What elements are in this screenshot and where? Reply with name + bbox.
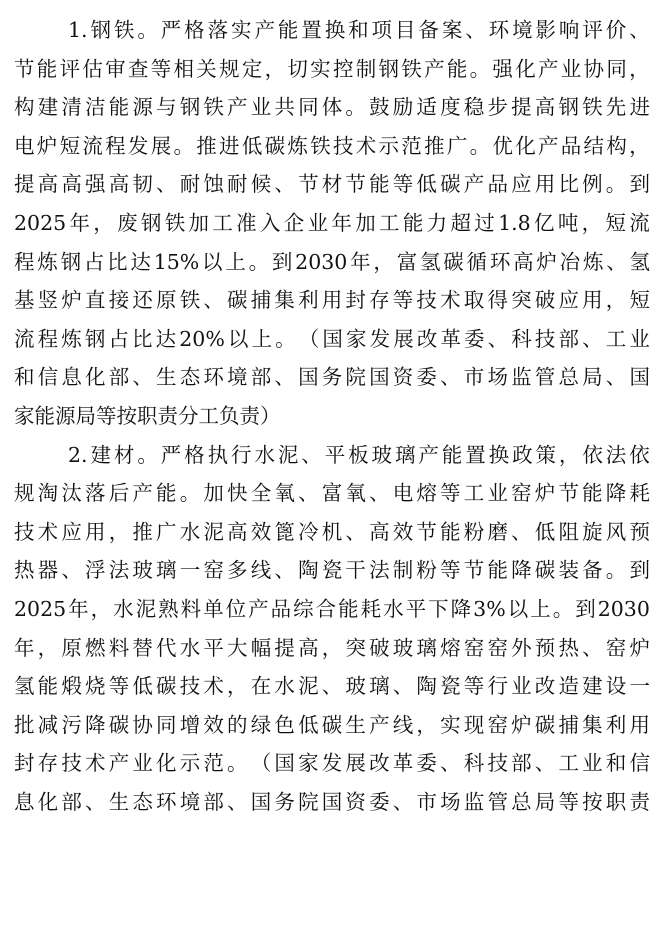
text-line: 1. 钢 铁 。 严 格 落 实 产 能 置 换 和 项 目 备 案 、 环 境 影 响 评 价 、 [68,18,650,42]
text-line: 程 炼 钢 占 比 达 15% 以 上 。 到 2030 年 ， 富 氢 碳 循 环 高 炉 冶 炼 、 氢 [14,249,650,274]
text-line: 息 化 部 、 生 态 环 境 部 、 国 务 院 国 资 委 、 市 场 监 管 总 局 等 按 职 责 [14,789,650,814]
text-line: 2025 年 ， 水 泥 熟 料 单 位 产 品 综 合 能 耗 水 平 下 降 3% 以 上 。 到 2030 [14,596,650,621]
paragraph-building-materials [14,436,650,822]
text-line: 基 竖 炉 直 接 还 原 铁 、 碳 捕 集 利 用 封 存 等 技 术 取 得 突 破 应 用 ， 短 [14,288,650,313]
text-line: 批 减 污 降 碳 协 同 增 效 的 绿 色 低 碳 生 产 线 ， 实 现 窑 炉 碳 捕 集 利 用 [14,712,650,737]
text-line: 流 程 炼 钢 占 比 达 20% 以 上 。 （ 国 家 发 展 改 革 委 、 科 技 部 、 工 业 [14,326,650,351]
text-line: 封 存 技 术 产 业 化 示 范 。 （ 国 家 发 展 改 革 委 、 科 技 部 、 工 业 和 信 [14,751,650,776]
text-line: 氢 能 煅 烧 等 低 碳 技 术 ， 在 水 泥 、 玻 璃 、 陶 瓷 等 行 业 改 造 建 设 一 [14,674,650,699]
text-line: 热 器 、 浮 法 玻 璃 一 窑 多 线 、 陶 瓷 干 法 制 粉 等 节 能 降 碳 装 备 。 到 [14,558,650,583]
text-line: 提 高 高 强 高 韧 、 耐 蚀 耐 候 、 节 材 节 能 等 低 碳 产 品 应 用 比 例 。 到 [14,172,650,197]
text-line: 技 术 应 用 ， 推 广 水 泥 高 效 篦 冷 机 、 高 效 节 能 粉 磨 、 低 阻 旋 风 预 [14,519,650,544]
text-line: 构 建 清 洁 能 源 与 钢 铁 产 业 共 同 体 。 鼓 励 适 度 稳 步 提 高 钢 铁 先 进 [14,95,650,120]
text-line: 和 信 息 化 部 、 生 态 环 境 部 、 国 务 院 国 资 委 、 市 场 监 管 总 局 、 国 [14,365,650,390]
text-line: 家 能 源 局 等 按 职 责 分 工 负 责 ） [14,403,281,428]
text-line: 2. 建 材 。 严 格 执 行 水 泥 、 平 板 玻 璃 产 能 置 换 政 策 ， 依 法 依 [68,442,650,467]
text-line: 规 淘 汰 落 后 产 能 。 加 快 全 氧 、 富 氧 、 电 熔 等 工 业 窑 炉 节 能 降 耗 [14,481,650,506]
text-line: 年 ， 原 燃 料 替 代 水 平 大 幅 提 高 ， 突 破 玻 璃 熔 窑 窑 外 预 热 、 窑 炉 [14,635,650,660]
document-body [14,0,650,821]
text-line: 节 能 评 估 审 查 等 相 关 规 定 ， 切 实 控 制 钢 铁 产 能 。 强 化 产 业 协 同 ， [14,56,650,81]
text-line: 2025 年 ， 废 钢 铁 加 工 准 入 企 业 年 加 工 能 力 超 过 1.8 亿 吨 ， 短 流 [14,210,650,235]
paragraph-steel [14,11,650,436]
text-line: 电 炉 短 流 程 发 展 。 推 进 低 碳 炼 铁 技 术 示 范 推 广 。 优 化 产 品 结 构 ， [14,133,650,158]
